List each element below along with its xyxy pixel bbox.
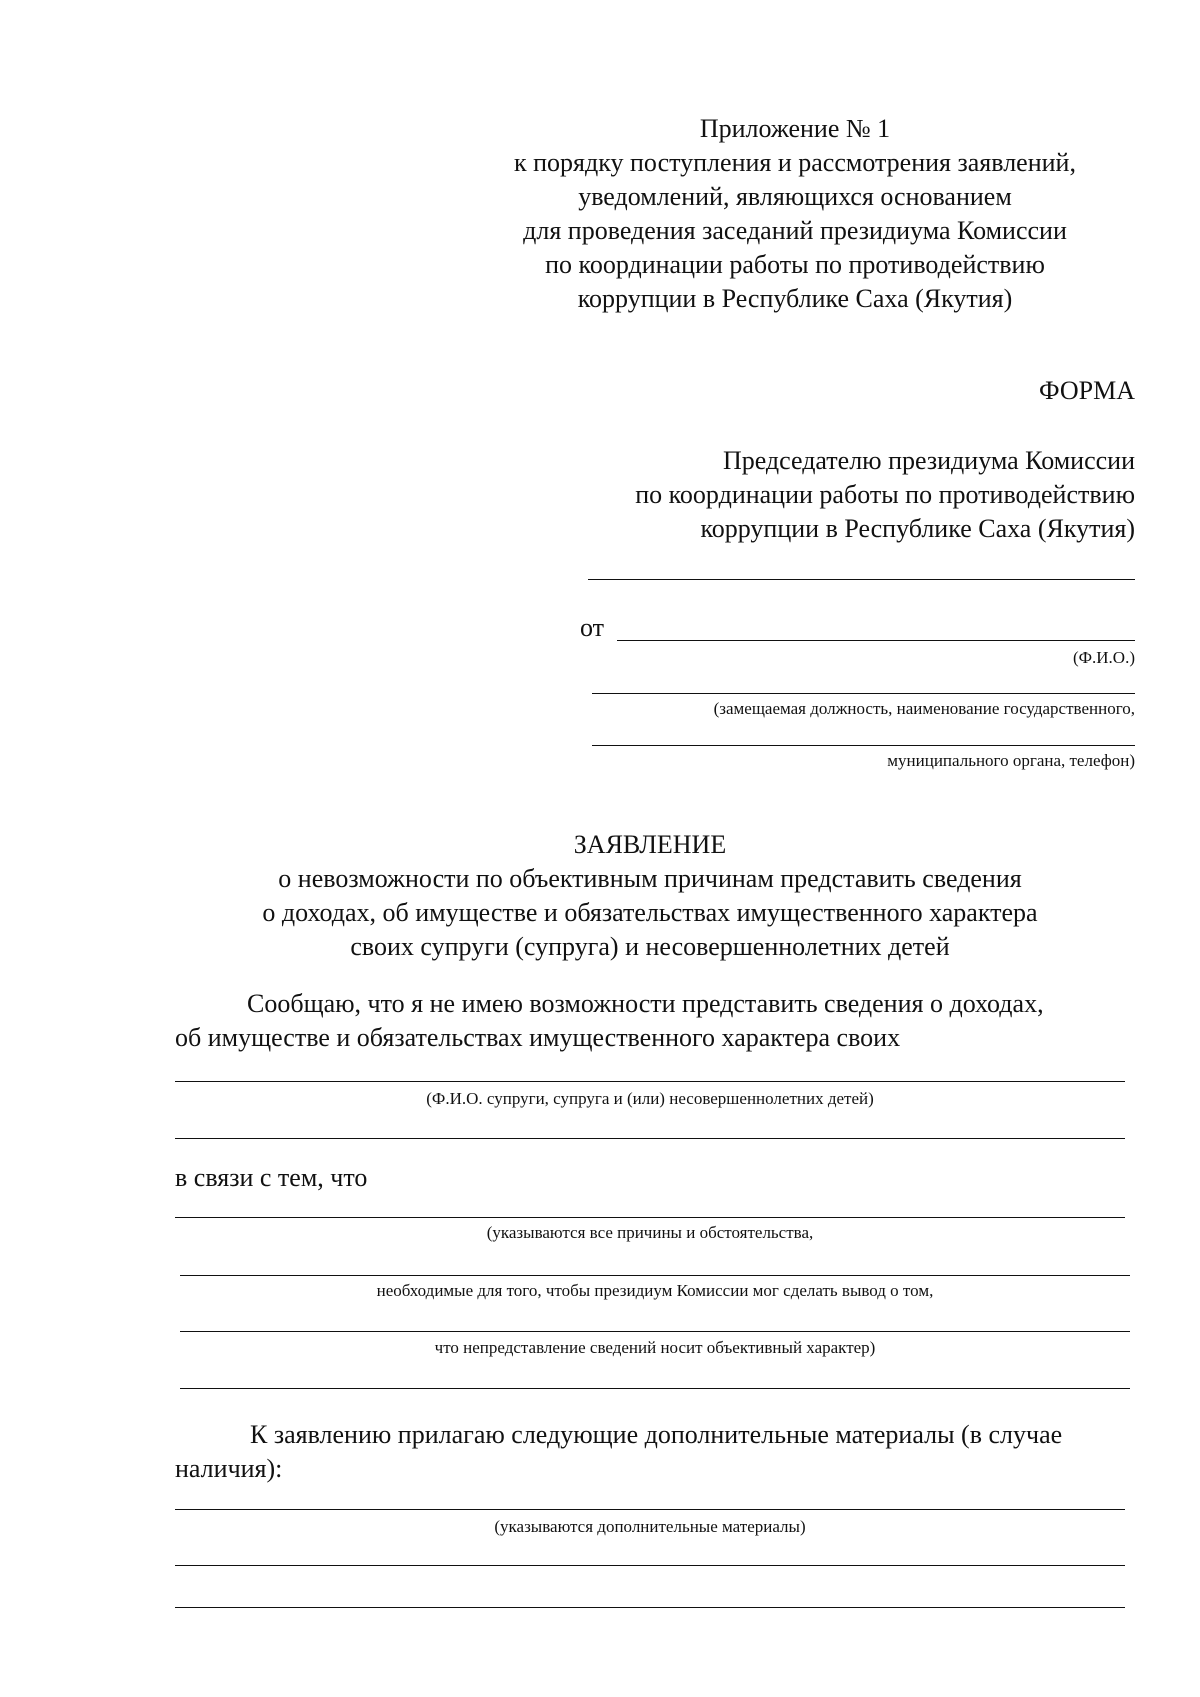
statement-subtitle-line: о невозможности по объективным причинам представить сведения — [278, 864, 1022, 893]
paragraph-1-line-1: Сообщаю, что я не имею возможности представить сведения о доходах, — [247, 989, 1044, 1018]
reason-caption-2: необходимые для того, чтобы президиум Комиссии мог сделать вывод о том, — [376, 1281, 934, 1300]
spouse-name-line-1[interactable] — [175, 1081, 1125, 1082]
statement-subtitle-line: о доходах, об имуществе и обязательствах имущественного характера — [262, 898, 1038, 927]
fio-line[interactable] — [617, 640, 1135, 641]
reason-line-2[interactable] — [180, 1275, 1130, 1276]
attachments-caption: (указываются дополнительные материалы) — [494, 1517, 806, 1536]
statement-title: ЗАЯВЛЕНИЕ — [573, 830, 727, 859]
attachments-line-1: К заявлению прилагаю следующие дополнительные материалы (в случае — [250, 1420, 1063, 1449]
attachments-line-field-3[interactable] — [175, 1607, 1125, 1608]
reason-caption-1: (указываются все причины и обстоятельства, — [486, 1223, 814, 1242]
appendix-number: Приложение № 1 — [699, 114, 891, 143]
reason-label: в связи с тем, что — [175, 1163, 368, 1192]
appendix-line: к порядку поступления и рассмотрения заявлений, — [514, 148, 1076, 177]
reason-line-1[interactable] — [175, 1217, 1125, 1218]
appendix-line: коррупции в Республике Саха (Якутия) — [577, 284, 1013, 313]
addressee-line: коррупции в Республике Саха (Якутия) — [700, 514, 1135, 543]
appendix-line: по координации работы по противодействию — [545, 250, 1045, 279]
fio-caption: (Ф.И.О.) — [1072, 648, 1135, 667]
form-label: ФОРМА — [1039, 376, 1135, 405]
position-caption-2: муниципального органа, телефон) — [887, 751, 1135, 770]
statement-subtitle-line: своих супруги (супруга) и несовершеннолетних детей — [350, 932, 950, 961]
addressee-line: Председателю президиума Комиссии — [722, 446, 1135, 475]
attachments-line-2: наличия): — [175, 1454, 283, 1483]
attachments-line-field-2[interactable] — [175, 1565, 1125, 1566]
appendix-line: уведомлений, являющихся основанием — [578, 182, 1012, 211]
position-caption-1: (замещаемая должность, наименование государственного, — [713, 699, 1135, 718]
reason-line-4[interactable] — [180, 1388, 1130, 1389]
reason-caption-3: что непредставление сведений носит объективный характер) — [434, 1338, 876, 1357]
appendix-line: для проведения заседаний президиума Комиссии — [523, 216, 1067, 245]
position-line-2[interactable] — [592, 745, 1135, 746]
addressee-name-line[interactable] — [588, 579, 1135, 580]
spouse-caption: (Ф.И.О. супруги, супруга и (или) несовершеннолетних детей) — [426, 1089, 874, 1108]
attachments-line-field-1[interactable] — [175, 1509, 1125, 1510]
position-line-1[interactable] — [592, 693, 1135, 694]
from-label: от — [580, 613, 605, 642]
paragraph-1-line-2: об имуществе и обязательствах имущественного характера своих — [175, 1023, 901, 1052]
spouse-name-line-2[interactable] — [175, 1138, 1125, 1139]
addressee-line: по координации работы по противодействию — [635, 480, 1135, 509]
reason-line-3[interactable] — [180, 1331, 1130, 1332]
